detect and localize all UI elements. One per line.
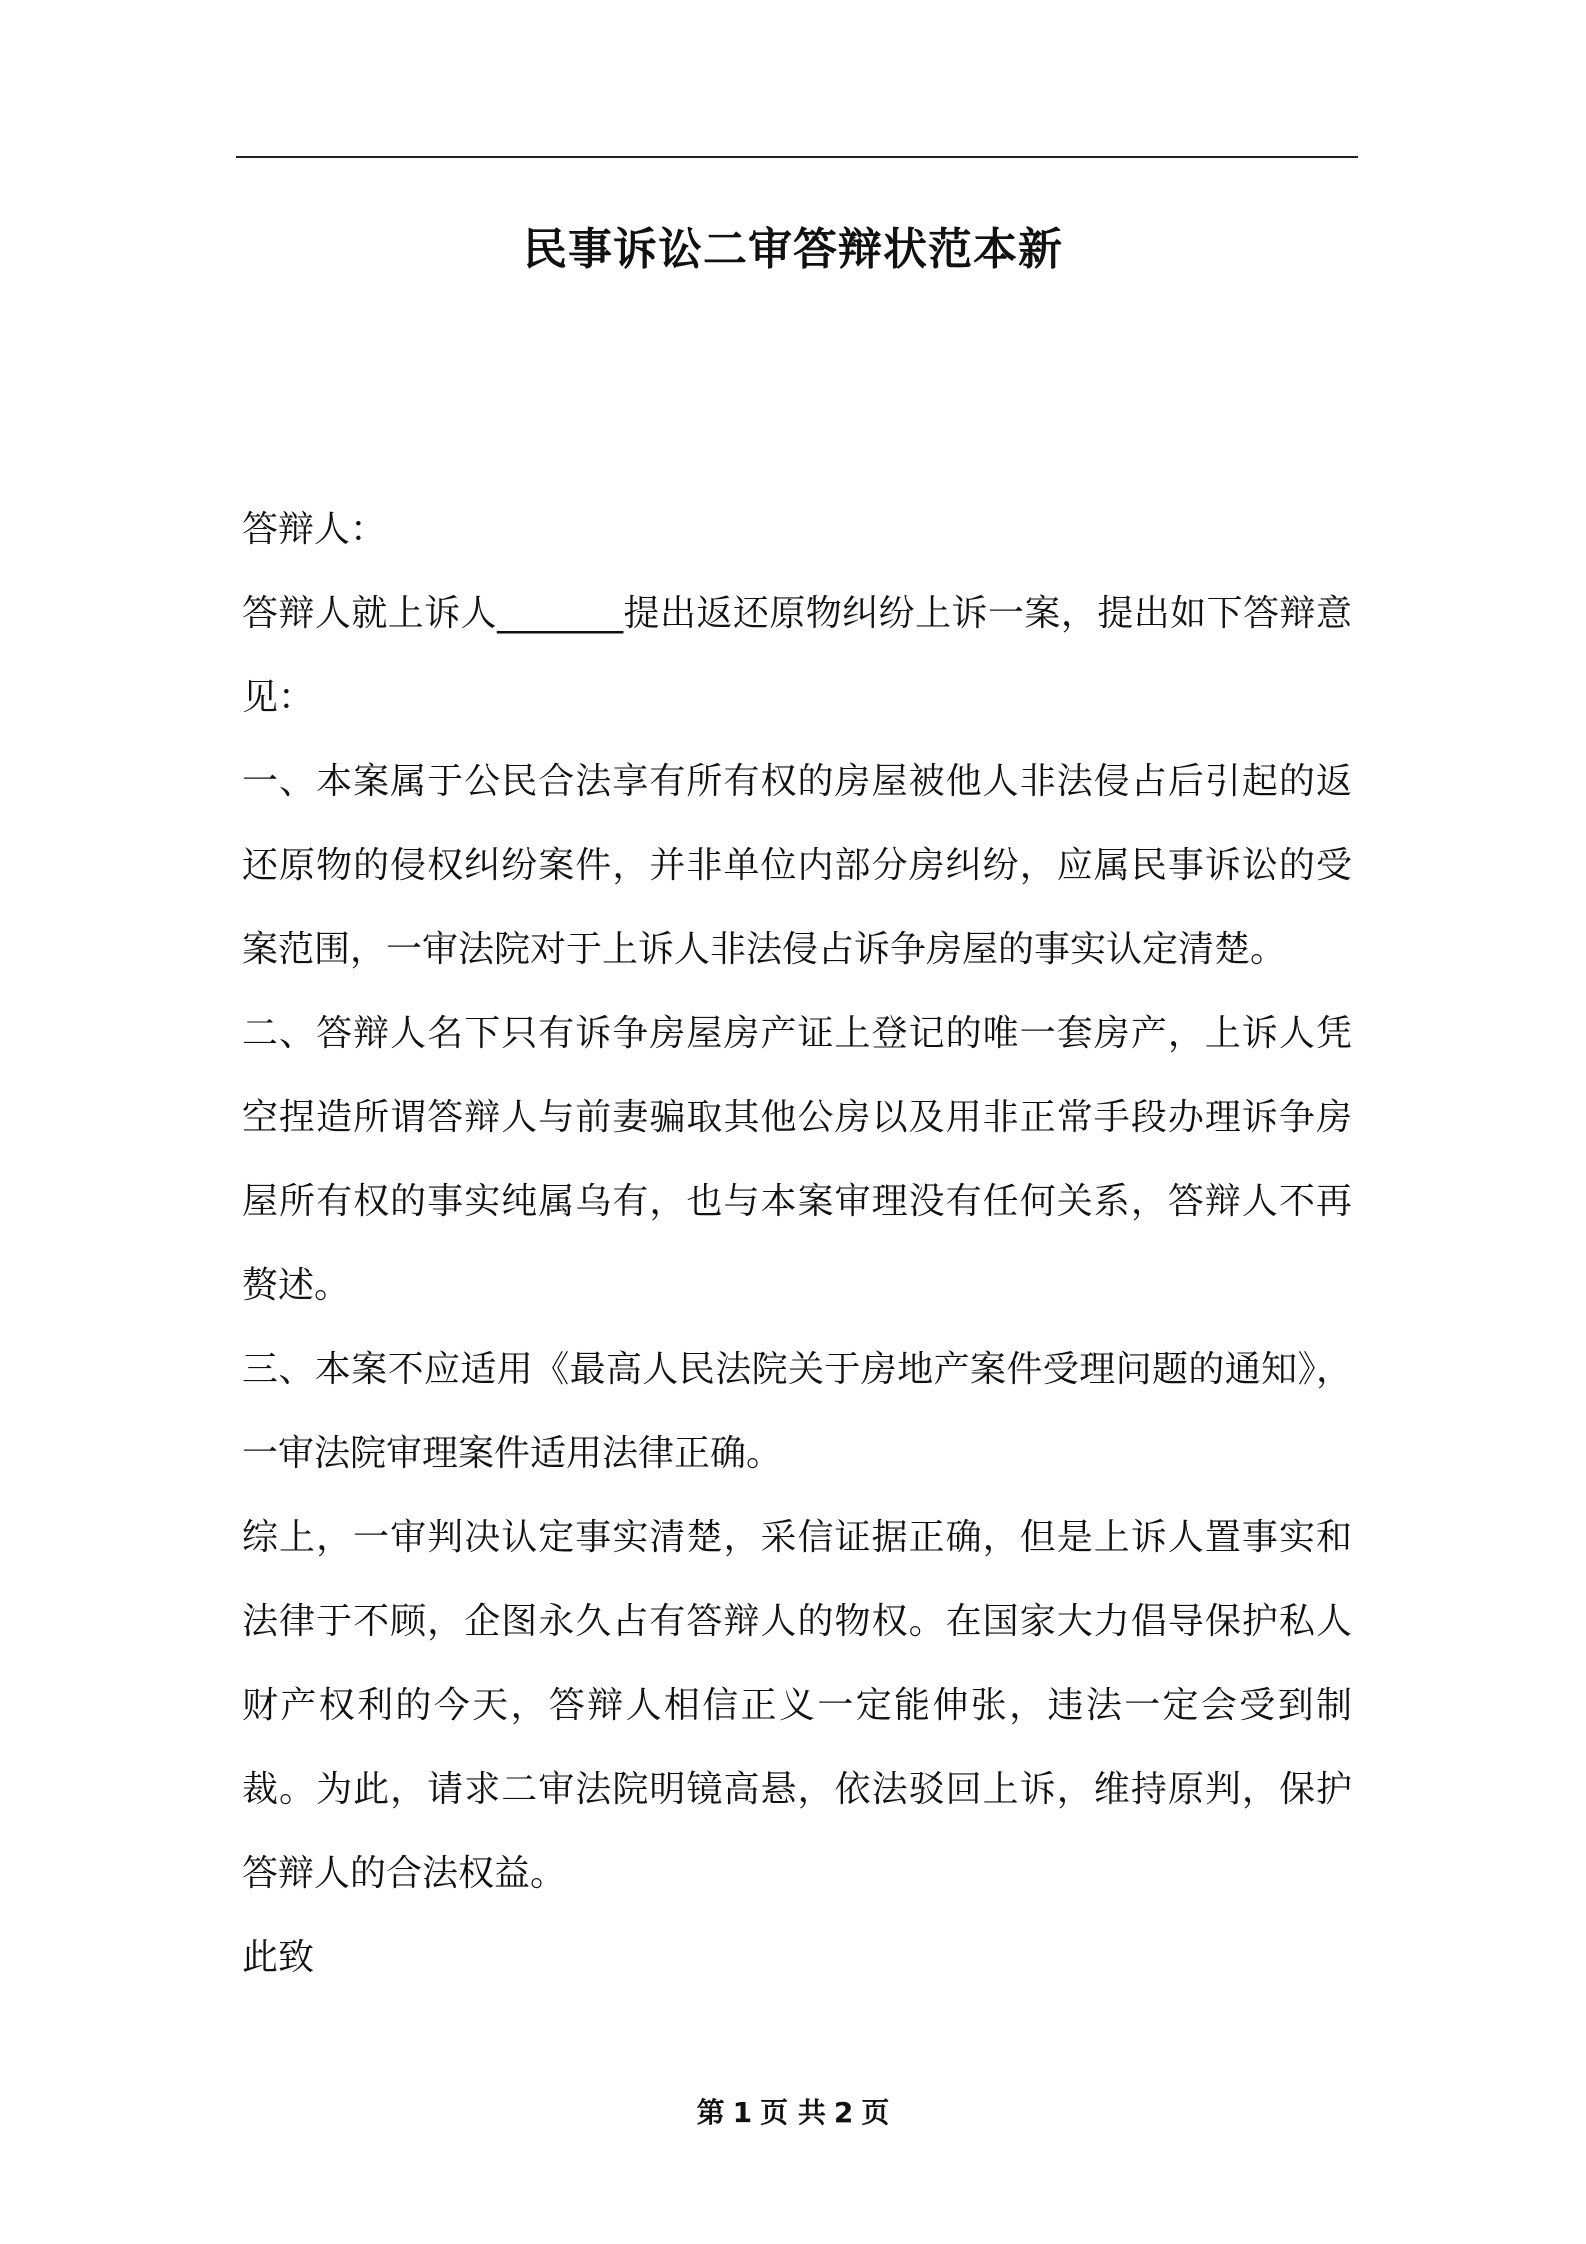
footer-page-number: 1 xyxy=(732,2096,753,2129)
point-two-paragraph: 二、答辩人名下只有诉争房屋房产证上登记的唯一套房产，上诉人凭空捏造所谓答辩人与前妻骗取其他公房以及用非正常手段办理诉争房屋所有权的事实纯属乌有，也与本案审理没有任何关系，答辩人不再赘述。 xyxy=(242,1013,1352,1306)
document-title: 民事诉讼二审答辩状范本新 xyxy=(523,224,1063,275)
conclusion-paragraph: 综上，一审判决认定事实清楚，采信证据正确，但是上诉人置事实和法律于不顾，企图永久占有答辩人的物权。在国家大力倡导保护私人财产权利的今天，答辩人相信正义一定能伸张，违法一定会受到制裁。为此，请求二审法院明镜高悬，依法驳回上诉，维持原判，保护答辩人的合法权益。 xyxy=(242,1517,1352,1894)
footer-total-pages: 2 xyxy=(833,2096,854,2129)
point-one-paragraph: 一、本案属于公民合法享有所有权的房屋被他人非法侵占后引起的返还原物的侵权纠纷案件，并非单位内部分房纠纷，应属民事诉讼的受案范围，一审法院对于上诉人非法侵占诉争房屋的事实认定清楚。 xyxy=(242,761,1352,970)
footer-prefix: 第 xyxy=(696,2096,725,2129)
footer-middle: 页 共 xyxy=(760,2096,826,2129)
point-three-paragraph: 三、本案不应适用《最高人民法院关于房地产案件受理问题的通知》，一审法院审理案件适用法律正确。 xyxy=(242,1349,1352,1474)
header-rule xyxy=(236,156,1358,158)
intro-paragraph: 答辩人就上诉人_______提出返还原物纠纷上诉一案，提出如下答辩意见： xyxy=(242,593,1352,718)
footer-suffix: 页 xyxy=(861,2096,890,2129)
page-footer xyxy=(0,2090,1586,2136)
closing-salutation: 此致 xyxy=(242,1937,315,1978)
document-body xyxy=(242,488,1352,2000)
respondent-label: 答辩人： xyxy=(242,509,387,550)
